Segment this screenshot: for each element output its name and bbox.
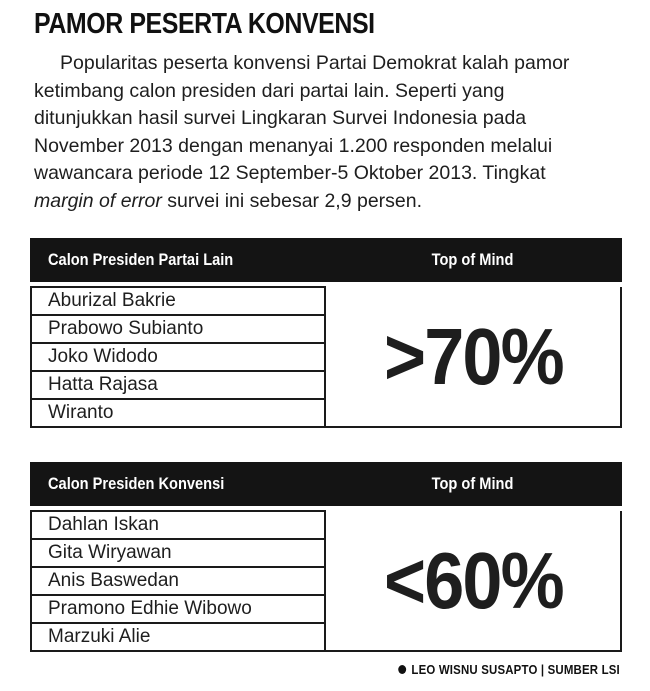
paragraph-line: Popularitas peserta konvensi Partai Demokrat kalah pamor <box>60 52 570 74</box>
table-header-top-of-mind: Top of Mind <box>325 463 621 505</box>
table-header-top-of-mind: Top of Mind <box>325 239 621 281</box>
top-of-mind-value: <60% <box>325 511 621 651</box>
bullet-dot-icon <box>398 665 406 674</box>
source-credit: LEO WISNU SUSAPTO | SUMBER LSI <box>398 662 620 677</box>
candidate-name: Prabowo Subianto <box>31 315 325 343</box>
candidate-name: Dahlan Iskan <box>31 511 325 539</box>
top-of-mind-value: >70% <box>325 287 621 427</box>
paragraph-line-rest: survei ini sebesar 2,9 persen. <box>161 189 423 212</box>
candidate-name: Wiranto <box>31 399 325 427</box>
table-other-party-candidates <box>30 238 622 428</box>
page-title: PAMOR PESERTA KONVENSI <box>34 8 375 40</box>
table-header-candidates: Calon Presiden Partai Lain <box>31 239 325 281</box>
intro-paragraph <box>34 50 624 215</box>
candidate-name: Marzuki Alie <box>31 623 325 651</box>
paragraph-line: ditunjukkan hasil survei Lingkaran Survei Indonesia pada <box>34 107 527 129</box>
paragraph-line: ketimbang calon presiden dari partai lain. Seperti yang <box>34 79 505 102</box>
paragraph-line: wawancara periode 12 September-5 Oktober 2013. Tingkat <box>34 162 546 184</box>
paragraph-line: November 2013 dengan menanyai 1.200 responden melalui <box>34 134 553 157</box>
candidate-name: Joko Widodo <box>31 343 325 371</box>
candidate-name: Gita Wiryawan <box>31 539 325 567</box>
candidate-name: Hatta Rajasa <box>31 371 325 399</box>
table-header-candidates: Calon Presiden Konvensi <box>31 463 325 505</box>
paragraph-line <box>34 188 624 216</box>
candidate-name: Aburizal Bakrie <box>31 287 325 315</box>
candidate-name: Anis Baswedan <box>31 567 325 595</box>
table-convention-candidates <box>30 462 622 652</box>
candidate-name: Pramono Edhie Wibowo <box>31 595 325 623</box>
italic-term: margin of error <box>34 189 162 212</box>
